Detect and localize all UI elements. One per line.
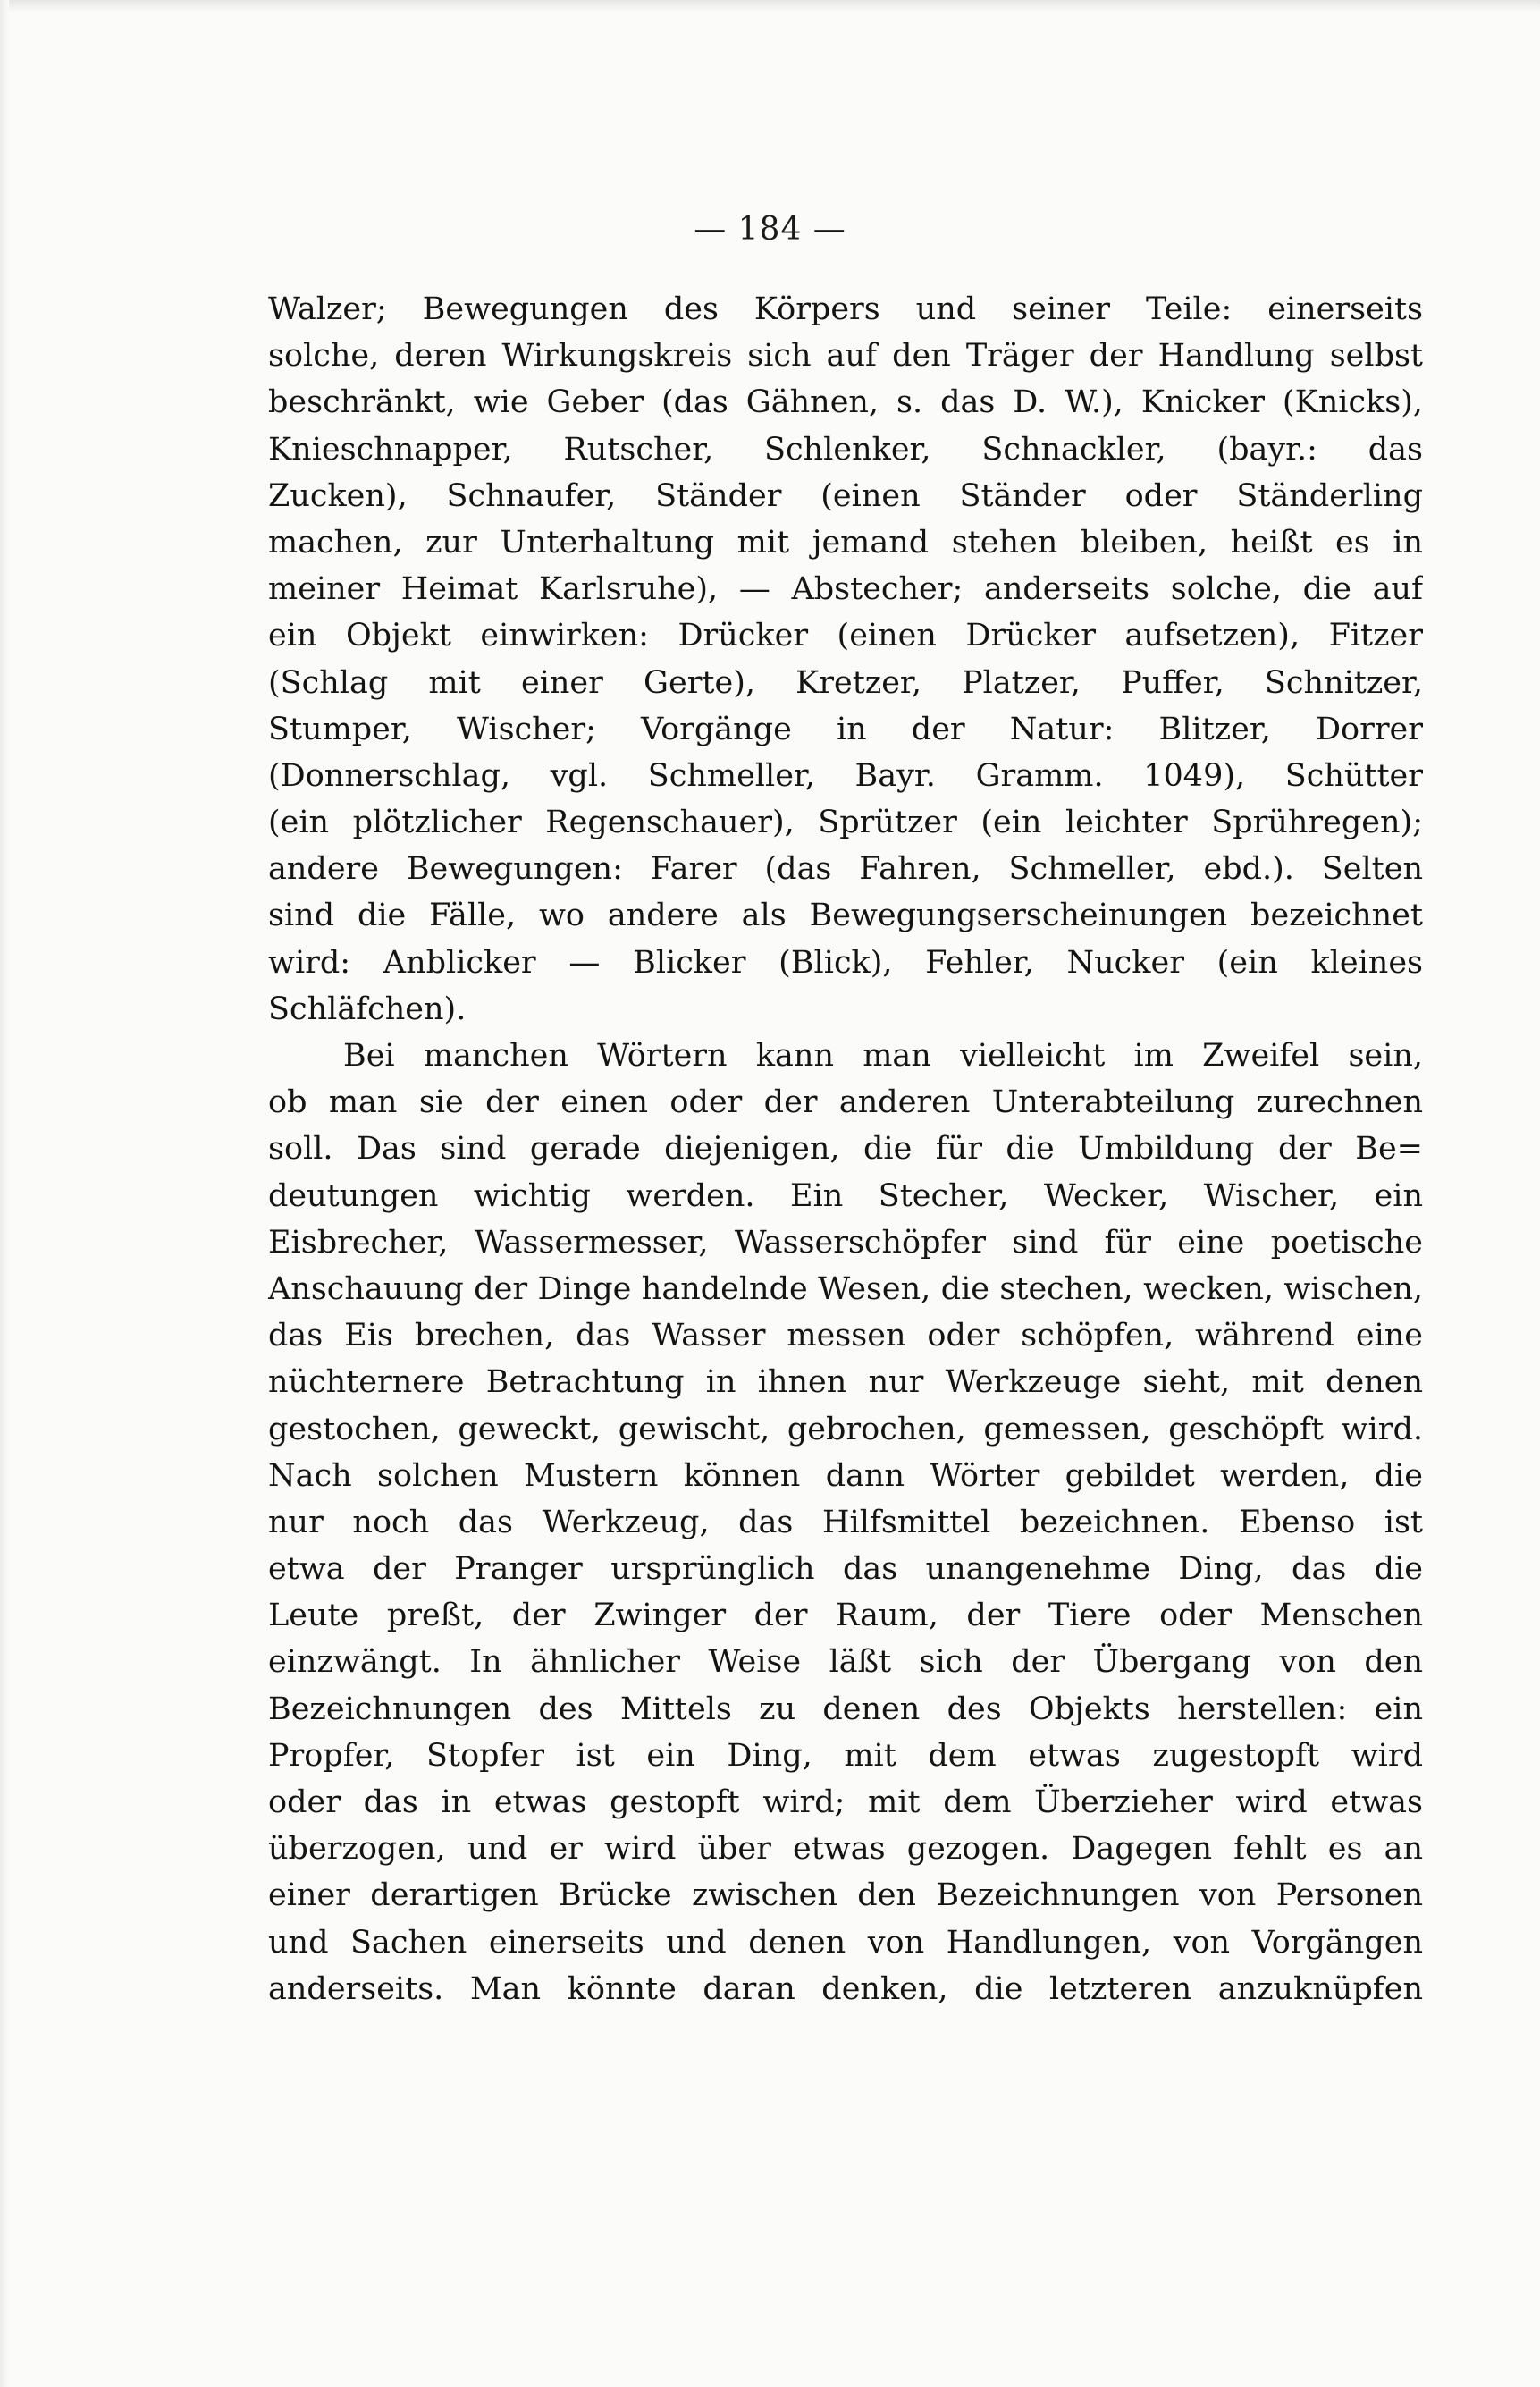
text-line: einer derartigen Brücke zwischen den Bezeichnungen von Personen bbox=[268, 1877, 1423, 1914]
paragraph-end-line: Schläfchen). bbox=[268, 991, 467, 1027]
page-left-edge bbox=[0, 0, 9, 2387]
text-line: wird: Anblicker — Blicker (Blick), Fehler, Nucker (ein kleines bbox=[268, 944, 1423, 981]
text-line: und Sachen einerseits und denen von Handlungen, von Vorgängen bbox=[268, 1924, 1423, 1961]
text-line: das Eis brechen, das Wasser messen oder schöpfen, während eine bbox=[268, 1318, 1423, 1354]
text-line: machen, zur Unterhaltung mit jemand stehen bleiben, heißt es in bbox=[268, 524, 1423, 561]
text-line: soll. Das sind gerade diejenigen, die für die Umbildung der Be= bbox=[268, 1131, 1423, 1168]
text-line: (Donnerschlag, vgl. Schmeller, Bayr. Gramm. 1049), Schütter bbox=[268, 757, 1423, 794]
text-line: Propfer, Stopfer ist ein Ding, mit dem etwas zugestopft wird bbox=[268, 1737, 1423, 1774]
body-text bbox=[268, 286, 1423, 2012]
text-line: nüchternere Betrachtung in ihnen nur Werkzeuge sieht, mit denen bbox=[268, 1364, 1423, 1401]
text-line: solche, deren Wirkungskreis sich auf den Träger der Handlung selbst bbox=[268, 338, 1423, 375]
text-line: sind die Fälle, wo andere als Bewegungserscheinungen bezeichnet bbox=[268, 898, 1423, 934]
text-line: meiner Heimat Karlsruhe), — Abstecher; anderseits solche, die auf bbox=[268, 571, 1423, 608]
text-line: etwa der Pranger ursprünglich das unangenehme Ding, das die bbox=[268, 1551, 1423, 1588]
paragraph-start-line: Bei manchen Wörtern kann man vielleicht im Zweifel sein, bbox=[343, 1038, 1423, 1074]
text-line: andere Bewegungen: Farer (das Fahren, Schmeller, ebd.). Selten bbox=[268, 851, 1423, 888]
text-line: ob man sie der einen oder der anderen Unterabteilung zurechnen bbox=[268, 1084, 1423, 1121]
text-line: ein Objekt einwirken: Drücker (einen Drücker aufsetzen), Fitzer bbox=[268, 618, 1423, 654]
text-line: (Schlag mit einer Gerte), Kretzer, Platzer, Puffer, Schnitzer, bbox=[268, 664, 1423, 701]
text-line: beschränkt, wie Geber (das Gähnen, s. das D. W.), Knicker (Knicks), bbox=[268, 384, 1423, 421]
text-line: Stumper, Wischer; Vorgänge in der Natur: Blitzer, Dorrer bbox=[268, 711, 1423, 747]
text-line: einzwängt. In ähnlicher Weise läßt sich der Übergang von den bbox=[268, 1644, 1423, 1681]
text-line: Zucken), Schnaufer, Ständer (einen Ständer oder Ständerling bbox=[268, 477, 1423, 514]
text-line: Walzer; Bewegungen des Körpers und seiner Teile: einerseits bbox=[268, 291, 1423, 327]
text-line: deutungen wichtig werden. Ein Stecher, Wecker, Wischer, ein bbox=[268, 1177, 1423, 1214]
text-line: anderseits. Man könnte daran denken, die letzteren anzuknüpfen bbox=[268, 1970, 1423, 2007]
text-line: Eisbrecher, Wassermesser, Wasserschöpfer sind für eine poetische bbox=[268, 1224, 1423, 1261]
text-line: Knieschnapper, Rutscher, Schlenker, Schnackler, (bayr.: das bbox=[268, 431, 1423, 468]
text-line: Bezeichnungen des Mittels zu denen des Objekts herstellen: ein bbox=[268, 1691, 1423, 1727]
page-top-edge bbox=[0, 0, 1540, 13]
text-line: Anschauung der Dinge handelnde Wesen, die stechen, wecken, wischen, bbox=[268, 1270, 1423, 1307]
text-line: nur noch das Werkzeug, das Hilfsmittel bezeichnen. Ebenso ist bbox=[268, 1504, 1423, 1540]
text-line: gestochen, geweckt, gewischt, gebrochen, gemessen, geschöpft wird. bbox=[268, 1411, 1423, 1447]
text-line: Nach solchen Mustern können dann Wörter gebildet werden, die bbox=[268, 1457, 1423, 1494]
text-line: (ein plötzlicher Regenschauer), Sprützer (ein leichter Sprühregen); bbox=[268, 805, 1423, 841]
text-line: oder das in etwas gestopft wird; mit dem Überzieher wird etwas bbox=[268, 1784, 1423, 1820]
text-line: Leute preßt, der Zwinger der Raum, der Tiere oder Menschen bbox=[268, 1598, 1423, 1634]
text-line: überzogen, und er wird über etwas gezogen. Dagegen fehlt es an bbox=[268, 1831, 1423, 1868]
page-number: — 184 — bbox=[694, 211, 846, 248]
